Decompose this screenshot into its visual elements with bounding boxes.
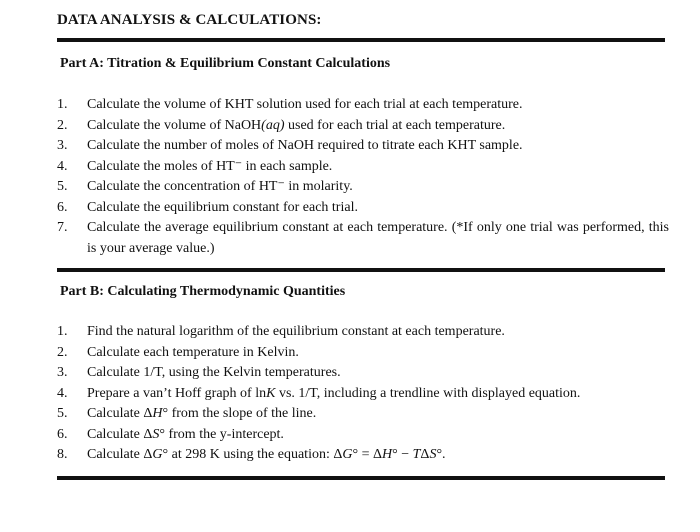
gibbs-equation: ΔG° = ΔH° − TΔS°. (333, 447, 446, 462)
item-text-part: Calculate the volume of NaOH (87, 117, 262, 133)
divider-bottom (57, 476, 665, 480)
item-number: 2. (57, 344, 68, 360)
item-text: Calculate 1/T, using the Kelvin temperatures. (87, 365, 341, 380)
eq-h: H (382, 447, 393, 462)
eq-s: S (429, 447, 437, 462)
item-text (87, 425, 669, 446)
list-item (57, 157, 669, 178)
item-number: 3. (57, 365, 68, 380)
item-text-part: Calculate Δ (87, 426, 153, 442)
eq-t: T (412, 447, 421, 462)
divider-middle (57, 268, 665, 272)
list-item (57, 425, 669, 446)
state-symbol: (aq) (261, 117, 285, 133)
item-text: Calculate each temperature in Kelvin. (87, 344, 299, 360)
item-text: Calculate the concentration of HT⁻ in molarity. (87, 179, 353, 194)
eq-part: Δ (420, 447, 430, 462)
item-number: 5. (57, 179, 68, 194)
item-text-part: Calculate Δ (87, 447, 153, 462)
item-text-part: vs. 1/T, including a trendline with displayed equation. (275, 385, 581, 401)
part-a-heading: Part A: Titration & Equilibrium Constant Calculations (60, 56, 391, 71)
item-text: Calculate the number of moles of NaOH required to titrate each KHT sample. (87, 138, 523, 153)
item-number: 4. (57, 158, 68, 174)
item-number: 1. (57, 97, 68, 112)
list-item (57, 445, 669, 466)
part-a-list (57, 95, 669, 259)
item-number: 6. (57, 199, 68, 215)
item-text-part: used for each trial at each temperature. (284, 117, 506, 133)
variable-s: S (152, 426, 160, 442)
item-number: 2. (57, 117, 68, 133)
page-title: DATA ANALYSIS & CALCULATIONS: (57, 12, 322, 28)
item-number: 6. (57, 426, 68, 442)
item-text (87, 404, 669, 425)
eq-g: G (342, 447, 353, 462)
item-number: 4. (57, 385, 68, 401)
list-item (57, 343, 669, 364)
item-text-part: ° at 298 K using the equation: (162, 447, 330, 462)
item-number: 1. (57, 324, 68, 339)
list-item (57, 384, 669, 405)
list-item (57, 198, 669, 219)
list-item (57, 95, 669, 116)
item-text: Calculate the equilibrium constant for each trial. (87, 199, 358, 215)
item-text (87, 384, 669, 405)
eq-part: ° = Δ (352, 447, 382, 462)
item-text (87, 116, 669, 137)
list-item (57, 177, 669, 198)
item-text-part: Prepare a van’t Hoff graph of ln (87, 385, 267, 401)
eq-part: °. (436, 447, 446, 462)
list-item (57, 322, 669, 343)
part-b-list (57, 322, 669, 466)
list-item (57, 218, 669, 259)
item-number: 5. (57, 406, 68, 421)
item-text (87, 445, 669, 466)
list-item (57, 404, 669, 425)
list-item (57, 116, 669, 137)
item-text-part: Calculate Δ (87, 406, 153, 421)
item-number: 7. (57, 220, 68, 235)
item-text-part: ° from the y-intercept. (159, 426, 284, 442)
item-text: Calculate the volume of KHT solution used for each trial at each temperature. (87, 97, 523, 112)
variable-h: H (152, 406, 163, 421)
variable-k: K (266, 385, 276, 401)
list-item (57, 363, 669, 384)
item-number: 3. (57, 138, 68, 153)
list-item (57, 136, 669, 157)
part-b-heading: Part B: Calculating Thermodynamic Quantities (60, 284, 346, 299)
item-text: Calculate the moles of HT⁻ in each sample. (87, 158, 333, 174)
item-text: Calculate the average equilibrium constant at each temperature. (*If only one trial was performed, this is your average value.) (87, 220, 669, 256)
divider-top (57, 38, 665, 42)
eq-part: ° − (392, 447, 413, 462)
variable-g: G (152, 447, 163, 462)
item-text-part: ° from the slope of the line. (162, 406, 317, 421)
item-text: Find the natural logarithm of the equilibrium constant at each temperature. (87, 324, 505, 339)
item-number: 8. (57, 447, 68, 462)
